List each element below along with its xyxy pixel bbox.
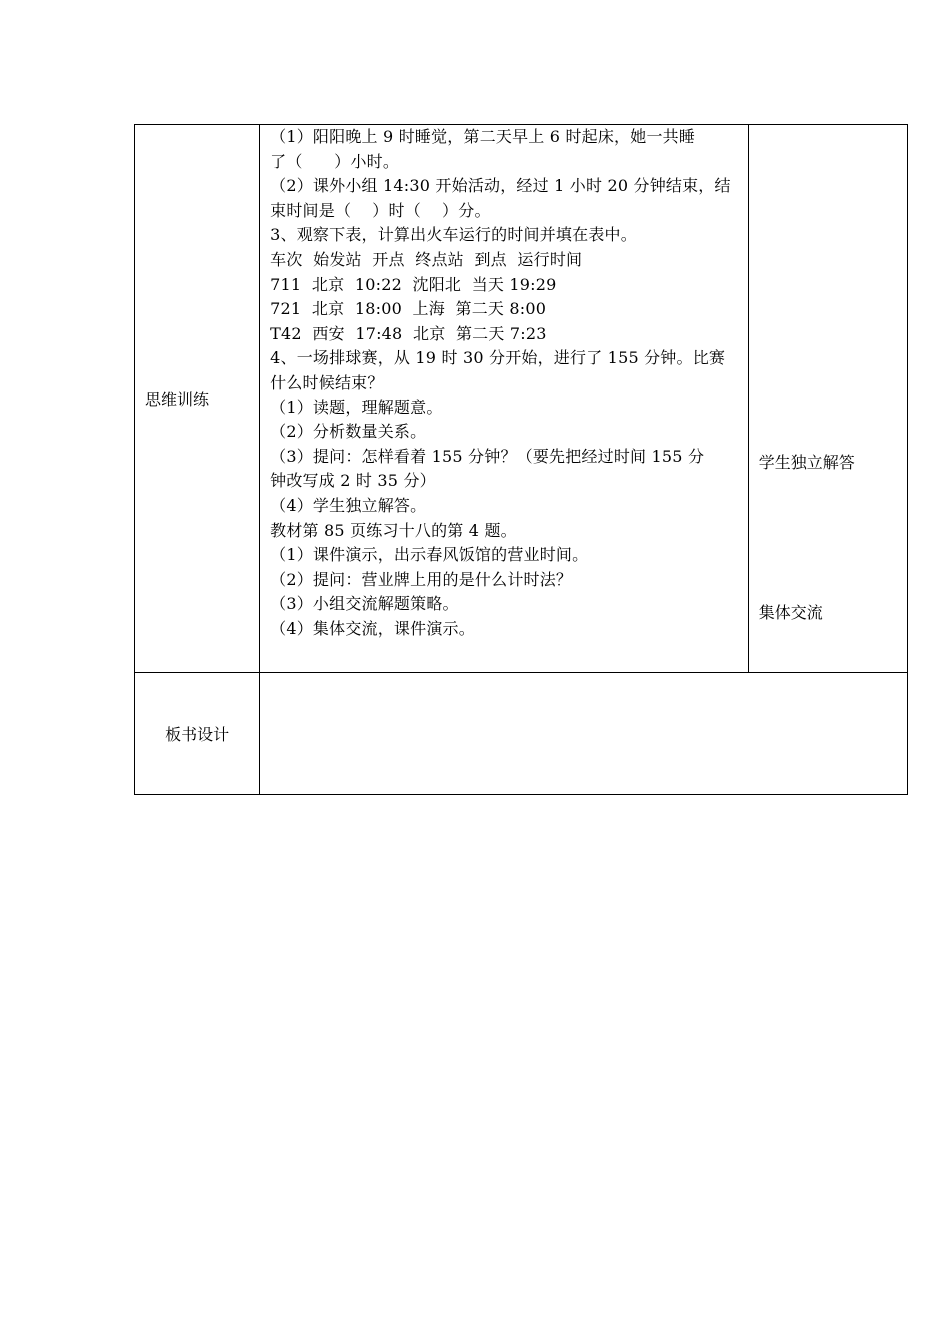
- activity-group-exchange: 集体交流: [758, 603, 823, 622]
- content-line: 束时间是（ ）时（ ）分。: [270, 200, 491, 220]
- content-line: 3、观察下表，计算出火车运行的时间并填在表中。: [270, 225, 637, 245]
- content-line: （1）课件演示，出示春风饭馆的营业时间。: [270, 545, 589, 565]
- content-line: 什么时候结束？: [270, 372, 384, 392]
- train-row-721: 721 北京 18:00 上海 第二天 8:00: [270, 299, 547, 319]
- content-line: 钟改写成 2 时 35 分）: [270, 471, 436, 491]
- board-design-row: [135, 673, 908, 795]
- content-line: （4）集体交流，课件演示。: [270, 618, 475, 638]
- section-label-thinking-training: 思维训练: [135, 125, 260, 673]
- train-row-711: 711 北京 10:22 沈阳北 当天 19:29: [270, 274, 557, 294]
- content-line: 教材第 85 页练习十八的第 4 题。: [270, 520, 517, 540]
- activity-independent-answer: 学生独立解答: [758, 453, 855, 472]
- content-line: （2）提问：营业牌上用的是什么计时法？: [270, 569, 573, 589]
- content-line: （3）小组交流解题策略。: [270, 594, 459, 614]
- content-line: （3）提问：怎样看着 155 分钟？（要先把经过时间 155 分: [270, 446, 705, 466]
- content-line: （1）读题，理解题意。: [270, 397, 443, 417]
- content-line: （2）课外小组 14:30 开始活动，经过 1 小时 20 分钟结束，结: [270, 176, 731, 196]
- content-line: 了（ ）小时。: [270, 151, 400, 171]
- content-line: （2）分析数量关系。: [270, 422, 427, 442]
- lesson-plan-table: [134, 124, 908, 795]
- teaching-content-cell: [260, 125, 749, 673]
- content-line: 4、一场排球赛，从 19 时 30 分开始，进行了 155 分钟。比赛: [270, 348, 726, 368]
- board-design-content-cell: [260, 673, 908, 795]
- train-table-header: 车次 始发站 开点 终点站 到点 运行时间: [270, 249, 583, 269]
- content-line: （4）学生独立解答。: [270, 495, 427, 515]
- content-line: （1）阳阳晚上 9 时睡觉，第二天早上 6 时起床，她一共睡: [270, 127, 696, 146]
- thinking-training-row: [135, 125, 908, 673]
- train-row-t42: T42 西安 17:48 北京 第二天 7:23: [270, 323, 547, 343]
- section-label-board-design: 板书设计: [135, 673, 260, 795]
- student-activity-cell: [748, 125, 907, 673]
